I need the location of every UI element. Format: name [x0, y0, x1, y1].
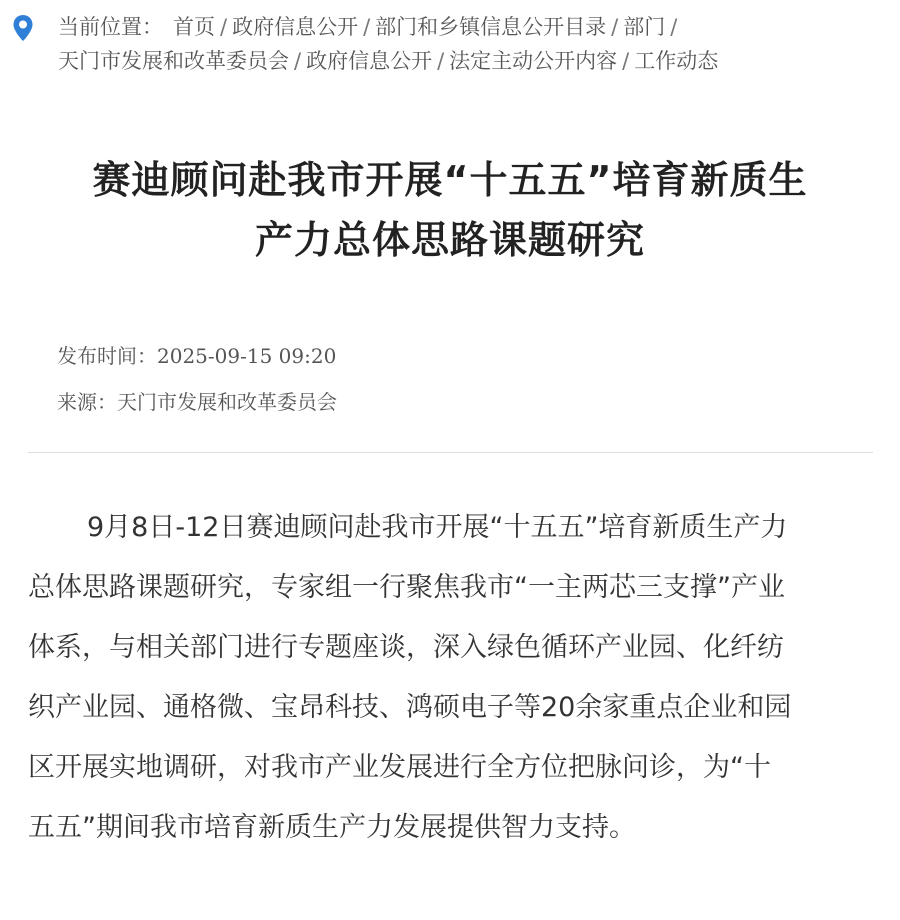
breadcrumb-separator: / — [622, 49, 630, 73]
breadcrumb-gov-info-sub-link[interactable]: 政府信息公开 — [306, 49, 433, 73]
breadcrumb-separator: / — [220, 15, 228, 39]
breadcrumb-separator: / — [437, 49, 445, 73]
breadcrumb-separator: / — [363, 15, 371, 39]
article-body-line: 五五”期间我市培育新质生产力发展提供智力支持。 — [28, 812, 636, 843]
breadcrumb-separator: / — [294, 49, 302, 73]
article-body-line: 9月8日-12日赛迪顾问赴我市开展“十五五”培育新质生产力 — [87, 512, 788, 543]
divider — [28, 452, 873, 453]
publish-time-label: 发布时间： — [57, 344, 157, 368]
breadcrumb-line-1 — [58, 10, 878, 44]
source-label: 来源： — [57, 390, 117, 414]
source-row — [57, 386, 337, 415]
breadcrumb-directory-link[interactable]: 部门和乡镇信息公开目录 — [375, 15, 607, 39]
breadcrumb-department-link[interactable]: 部门 — [623, 15, 666, 39]
breadcrumb-work-news-link[interactable]: 工作动态 — [634, 49, 719, 73]
breadcrumb-home-link[interactable]: 首页 — [173, 15, 215, 39]
breadcrumb-separator: / — [611, 15, 619, 39]
breadcrumb-commission-link[interactable]: 天门市发展和改革委员会 — [58, 49, 289, 73]
breadcrumb-prefix: 当前位置： — [58, 15, 163, 39]
breadcrumb-statutory-link[interactable]: 法定主动公开内容 — [449, 49, 618, 73]
article-body-line: 区开展实地调研，对我市产业发展进行全方位把脉问诊，为“十 — [28, 752, 771, 783]
article-title-line-2: 产力总体思路课题研究 — [254, 218, 645, 262]
breadcrumb-trail — [58, 10, 878, 78]
publish-time-value: 2025-09-15 09:20 — [157, 344, 337, 368]
article-title-line-1: 赛迪顾问赴我市开展“十五五”培育新质生 — [92, 158, 808, 202]
article-body-line: 总体思路课题研究，专家组一行聚焦我市“一主两芯三支撑”产业 — [28, 572, 785, 603]
breadcrumb-gov-info-link[interactable]: 政府信息公开 — [232, 15, 359, 39]
article-title — [30, 150, 870, 270]
breadcrumb-line-2 — [58, 44, 878, 78]
source-value: 天门市发展和改革委员会 — [117, 390, 337, 414]
article-body — [28, 498, 878, 858]
breadcrumb-separator: / — [670, 15, 678, 39]
article-body-line: 体系，与相关部门进行专题座谈，深入绿色循环产业园、化纤纺 — [28, 632, 784, 663]
location-pin-icon — [12, 14, 34, 42]
article-body-line: 织产业园、通格微、宝昂科技、鸿硕电子等20余家重点企业和园 — [28, 692, 792, 723]
publish-time-row — [57, 340, 336, 369]
